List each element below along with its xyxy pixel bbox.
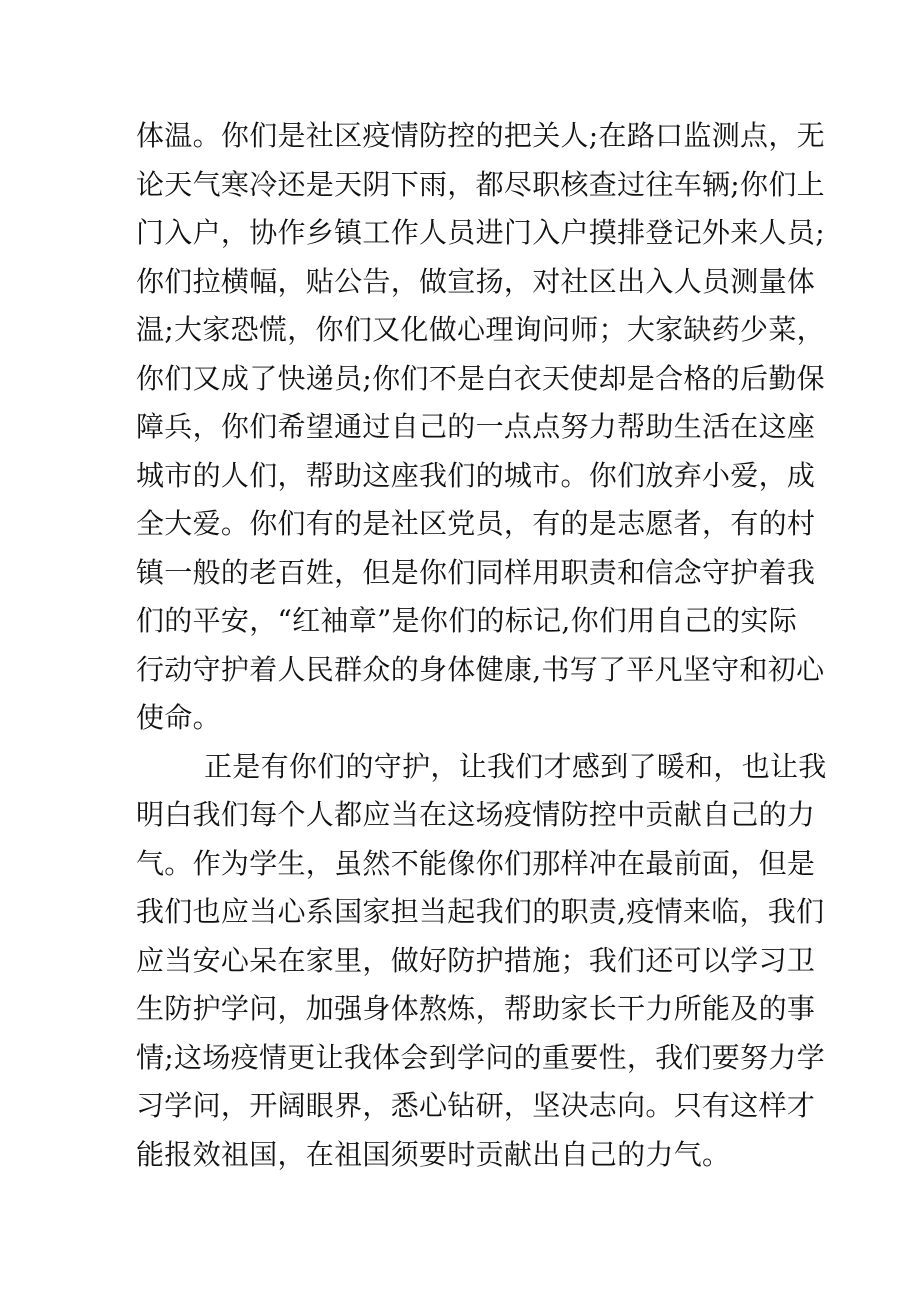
document-body (136, 112, 827, 1179)
text-line: 你们又成了快递员;你们不是白衣天使却是合格的后勤保 (136, 361, 825, 395)
text-line: 论天气寒冷还是天阴下雨，都尽职核查过往车辆;你们上 (136, 167, 825, 201)
text-line: 温;大家恐慌，你们又化做心理询问师；大家缺药少菜， (136, 313, 825, 346)
paragraph-1 (136, 112, 825, 743)
text-line: 能报效祖国，在祖国须要时贡献出自己的力气。 (136, 1137, 731, 1171)
text-line: 使命。 (136, 701, 221, 734)
text-line: 气。作为学生，虽然不能像你们那样冲在最前面，但是 (136, 846, 816, 880)
text-line: 情;这场疫情更让我体会到学问的重要性，我们要努力学 (136, 1040, 825, 1074)
text-line: 正是有你们的守护，让我们才感到了暖和，也让我 (204, 749, 827, 783)
text-line: 门入户，协作乡镇工作人员进门入户摸排登记外来人员; (136, 216, 825, 249)
text-line: 体温。你们是社区疫情防控的把关人;在路口监测点，无 (136, 119, 825, 152)
text-line: 习学问，开阔眼界，悉心钻研，坚决志向。只有这样才 (136, 1089, 816, 1122)
text-line: 城市的人们，帮助这座我们的城市。你们放弃小爱，成 (136, 458, 816, 492)
text-line: 应当安心呆在家里，做好防护措施；我们还可以学习卫 (136, 943, 816, 977)
text-line: 行动守护着人民群众的身体健康,书写了平凡坚守和初心 (136, 652, 825, 686)
text-line: 障兵，你们希望通过自己的一点点努力帮助生活在这座 (136, 410, 816, 443)
text-line: 们的平安，“红袖章”是你们的标记,你们用自己的实际 (136, 604, 798, 637)
text-line: 你们拉横幅，贴公告，做宣扬，对社区出入人员测量体 (136, 264, 816, 298)
text-line: 镇一般的老百姓，但是你们同样用职责和信念守护着我 (136, 555, 816, 589)
paragraph-2 (136, 743, 827, 1180)
text-line: 我们也应当心系国家担当起我们的职责,疫情来临，我们 (136, 895, 825, 928)
text-line: 明白我们每个人都应当在这场疫情防控中贡献自己的力 (136, 798, 816, 831)
text-line: 生防护学问，加强身体熬炼，帮助家长干力所能及的事 (136, 992, 816, 1025)
text-line: 全大爱。你们有的是社区党员，有的是志愿者，有的村 (136, 507, 816, 540)
